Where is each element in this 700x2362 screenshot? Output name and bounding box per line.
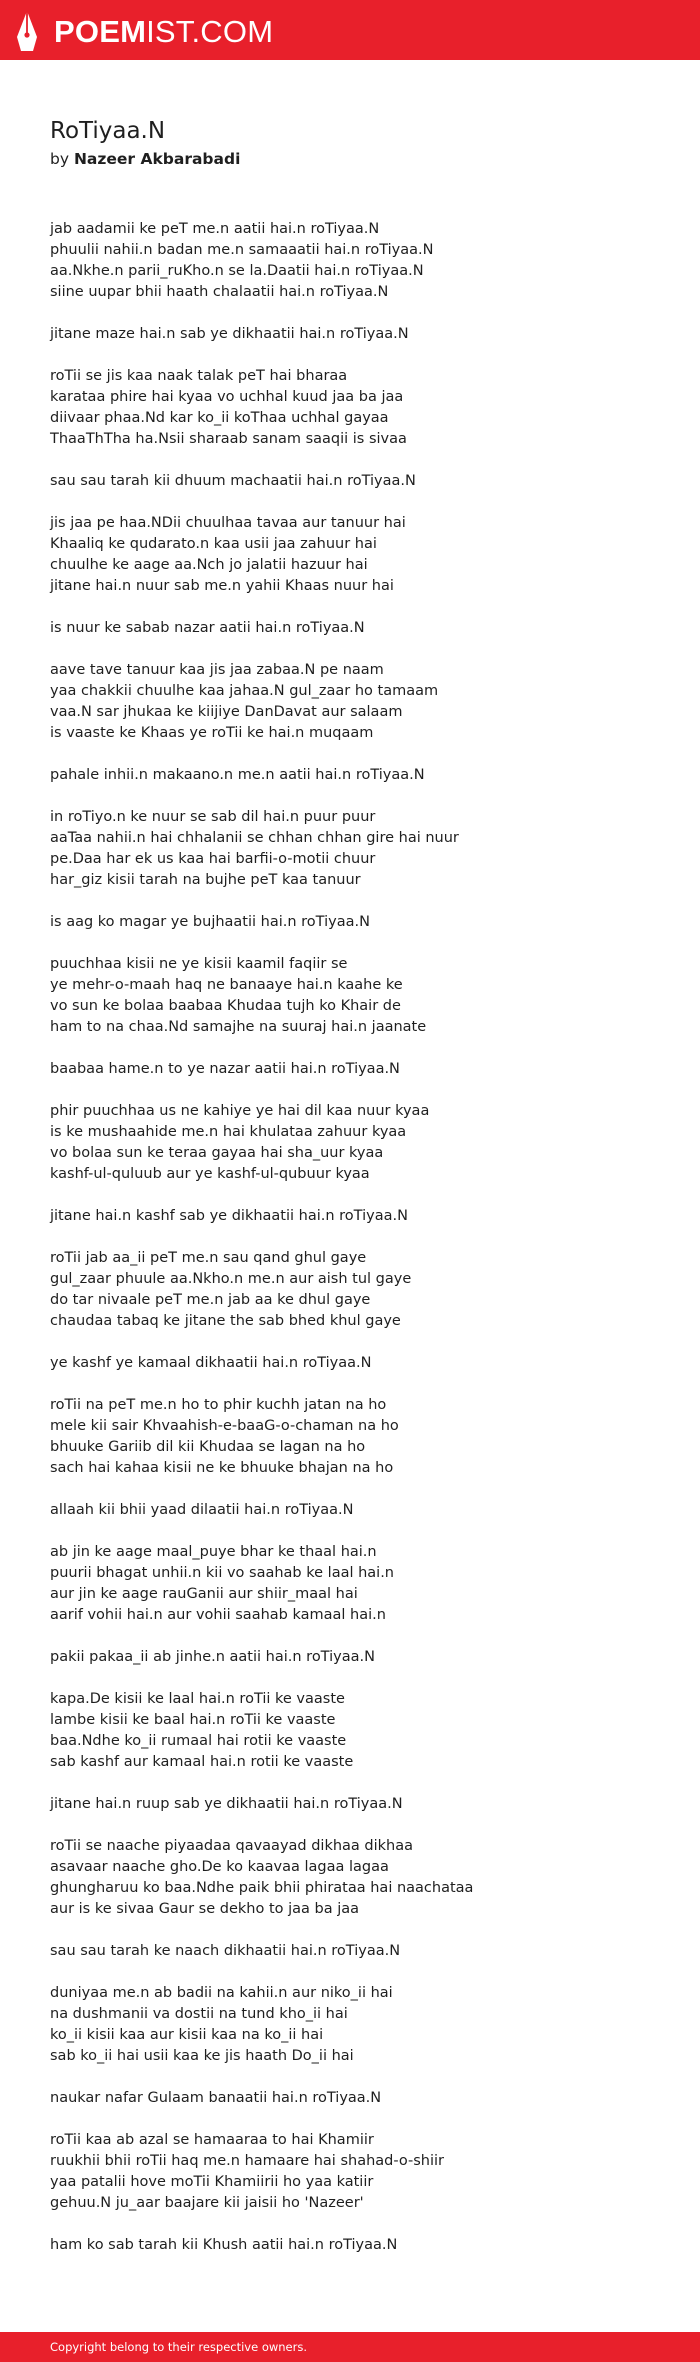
poem-line: aur jin ke aage rauGanii aur shiir_maal hai — [50, 1586, 358, 1602]
poem-line: kashf-ul-quluub aur ye kashf-ul-qubuur kyaa — [50, 1166, 370, 1182]
poem-line: phir puuchhaa us ne kahiye ye hai dil kaa nuur kyaa — [50, 1103, 430, 1119]
poem-line: mele kii sair Khvaahish-e-baaG-o-chaman na ho — [50, 1418, 399, 1434]
poem-stanza — [50, 2130, 650, 2214]
poem-stanza — [50, 660, 650, 744]
poem-line: diivaar phaa.Nd kar ko_ii koThaa uchhal gayaa — [50, 410, 389, 426]
poem-line: is ke mushaahide me.n hai khulataa zahuur kyaa — [50, 1124, 407, 1140]
author-name[interactable]: Nazeer Akbarabadi — [73, 150, 241, 168]
poem-line: Khaaliq ke qudarato.n kaa usii jaa zahuur hai — [50, 536, 377, 552]
site-footer — [0, 2332, 700, 2362]
poem-stanza — [50, 1206, 650, 1227]
poem-line: pe.Daa har ek us kaa hai barfii-o-motii chuur — [50, 851, 376, 867]
poem-stanza — [50, 912, 650, 933]
poem-line: chuulhe ke aage aa.Nch jo jalatii hazuur hai — [50, 557, 368, 573]
poem-line: jitane hai.n kashf sab ye dikhaatii hai.n roTiyaa.N — [50, 1208, 408, 1224]
poem-stanza — [50, 1647, 650, 1668]
poem-line: sau sau tarah kii dhuum machaatii hai.n roTiyaa.N — [50, 473, 416, 489]
poem-stanza — [50, 219, 650, 303]
poem-line: ham to na chaa.Nd samajhe na suuraj hai.n jaanate — [50, 1019, 427, 1035]
poem-line: is vaaste ke Khaas ye roTii ke hai.n muqaam — [50, 725, 374, 741]
poem-line: ab jin ke aage maal_puye bhar ke thaal hai.n — [50, 1544, 377, 1560]
poem-line: jab aadamii ke peT me.n aatii hai.n roTiyaa.N — [50, 221, 380, 237]
poem-line: ham ko sab tarah kii Khush aatii hai.n roTiyaa.N — [50, 2237, 398, 2253]
pen-nib-icon — [16, 10, 38, 52]
poem-line: puuchhaa kisii ne ye kisii kaamil faqiir se — [50, 956, 348, 972]
logo-wordmark — [54, 13, 274, 49]
poem-line: jitane hai.n nuur sab me.n yahii Khaas nuur hai — [50, 578, 394, 594]
byline — [50, 149, 240, 169]
copyright-notice: Copyright belong to their respective owners. — [50, 2340, 308, 2354]
poem-line: baabaa hame.n to ye nazar aatii hai.n roTiyaa.N — [50, 1061, 400, 1077]
poem-line: jitane maze hai.n sab ye dikhaatii hai.n roTiyaa.N — [50, 326, 409, 342]
poem-stanza — [50, 1248, 650, 1332]
poem-line: is nuur ke sabab nazar aatii hai.n roTiyaa.N — [50, 620, 365, 636]
poem-stanza — [50, 1395, 650, 1479]
poem-stanza — [50, 513, 650, 597]
poem-line: na dushmanii va dostii na tund kho_ii hai — [50, 2006, 348, 2022]
poem-line: sab ko_ii hai usii kaa ke jis haath Do_ii hai — [50, 2048, 354, 2064]
poem-line: allaah kii bhii yaad dilaatii hai.n roTiyaa.N — [50, 1502, 354, 1518]
poem-line: do tar nivaale peT me.n jab aa ke dhul gaye — [50, 1292, 371, 1308]
site-header — [0, 0, 700, 60]
poem-stanza — [50, 1500, 650, 1521]
by-label: by — [50, 150, 70, 168]
poem-stanza — [50, 1059, 650, 1080]
poem-line: lambe kisii ke baal hai.n roTii ke vaaste — [50, 1712, 336, 1728]
poem-line: karataa phire hai kyaa vo uchhal kuud jaa ba jaa — [50, 389, 404, 405]
poem-line: ye mehr-o-maah haq ne banaaye hai.n kaahe ke — [50, 977, 403, 993]
poem-line: pakii pakaa_ii ab jinhe.n aatii hai.n roTiyaa.N — [50, 1649, 375, 1665]
poem-line: ruukhii bhii roTii haq me.n hamaare hai shahad-o-shiir — [50, 2153, 444, 2169]
poem-line: in roTiyo.n ke nuur se sab dil hai.n puur puur — [50, 809, 376, 825]
poem-line: jis jaa pe haa.NDii chuulhaa tavaa aur tanuur hai — [50, 515, 406, 531]
poem-stanza — [50, 1101, 650, 1185]
poem-line: asavaar naache gho.De ko kaavaa lagaa lagaa — [50, 1859, 389, 1875]
poem-line: yaa patalii hove moTii Khamiirii ho yaa katiir — [50, 2174, 374, 2190]
poem-line: bhuuke Gariib dil kii Khudaa se lagan na ho — [50, 1439, 366, 1455]
poem-line: puurii bhagat unhii.n kii vo saahab ke laal hai.n — [50, 1565, 394, 1581]
poem-line: jitane hai.n ruup sab ye dikhaatii hai.n roTiyaa.N — [50, 1796, 403, 1812]
poem-line: sau sau tarah ke naach dikhaatii hai.n roTiyaa.N — [50, 1943, 401, 1959]
poem-line: har_giz kisii tarah na bujhe peT kaa tanuur — [50, 872, 361, 888]
poem-stanza — [50, 1689, 650, 1773]
poem-stanza — [50, 765, 650, 786]
poem-line: baa.Ndhe ko_ii rumaal hai rotii ke vaaste — [50, 1733, 347, 1749]
poem-line: ye kashf ye kamaal dikhaatii hai.n roTiyaa.N — [50, 1355, 372, 1371]
poem-line: aave tave tanuur kaa jis jaa zabaa.N pe naam — [50, 662, 384, 678]
poem-stanza — [50, 1542, 650, 1626]
poem-stanza — [50, 1836, 650, 1920]
poem-line: vaa.N sar jhukaa ke kiijiye DanDavat aur salaam — [50, 704, 403, 720]
poem-stanza — [50, 324, 650, 345]
poem-line: vo bolaa sun ke teraa gayaa hai sha_uur kyaa — [50, 1145, 384, 1161]
logo-text-strong: POEM — [54, 13, 147, 49]
poem-line: gehuu.N ju_aar baajare kii jaisii ho 'Nazeer' — [50, 2195, 364, 2211]
poem-line: kapa.De kisii ke laal hai.n roTii ke vaaste — [50, 1691, 345, 1707]
poem-stanza — [50, 1983, 650, 2067]
poem-stanza — [50, 1794, 650, 1815]
poem-line: is aag ko magar ye bujhaatii hai.n roTiyaa.N — [50, 914, 370, 930]
poem-line: roTii kaa ab azal se hamaaraa to hai Khamiir — [50, 2132, 374, 2148]
poem-line: naukar nafar Gulaam banaatii hai.n roTiyaa.N — [50, 2090, 382, 2106]
poem-line: phuulii nahii.n badan me.n samaaatii hai.n roTiyaa.N — [50, 242, 434, 258]
poem-line: ghungharuu ko baa.Ndhe paik bhii phirataa hai naachataa — [50, 1880, 474, 1896]
poem-line: sach hai kahaa kisii ne ke bhuuke bhajan na ho — [50, 1460, 394, 1476]
poem-line: pahale inhii.n makaano.n me.n aatii hai.n roTiyaa.N — [50, 767, 425, 783]
poem-line: ko_ii kisii kaa aur kisii kaa na ko_ii hai — [50, 2027, 324, 2043]
poem-stanza — [50, 366, 650, 450]
poem-body — [50, 219, 650, 2277]
poem-line: roTii jab aa_ii peT me.n sau qand ghul gaye — [50, 1250, 367, 1266]
logo-text-light: IST.COM — [146, 13, 274, 49]
poem-line: ThaaThTha ha.Nsii sharaab sanam saaqii is sivaa — [50, 431, 407, 447]
poem-line: aur is ke sivaa Gaur se dekho to jaa ba jaa — [50, 1901, 360, 1917]
poem-stanza — [50, 618, 650, 639]
poem-line: chaudaa tabaq ke jitane the sab bhed khul gaye — [50, 1313, 401, 1329]
poem-stanza — [50, 2088, 650, 2109]
site-logo[interactable] — [16, 9, 273, 53]
poem-line: vo sun ke bolaa baabaa Khudaa tujh ko Khair de — [50, 998, 401, 1014]
poem-line: aarif vohii hai.n aur vohii saahab kamaal hai.n — [50, 1607, 386, 1623]
poem-stanza — [50, 2235, 650, 2256]
poem-line: roTii se naache piyaadaa qavaayad dikhaa dikhaa — [50, 1838, 414, 1854]
poem-line: roTii na peT me.n ho to phir kuchh jatan na ho — [50, 1397, 387, 1413]
poem-line: yaa chakkii chuulhe kaa jahaa.N gul_zaar ho tamaam — [50, 683, 439, 699]
poem-line: sab kashf aur kamaal hai.n rotii ke vaaste — [50, 1754, 354, 1770]
poem-title: RoTiyaa.N — [50, 118, 166, 144]
poem-stanza — [50, 1941, 650, 1962]
poem-stanza — [50, 471, 650, 492]
poem-line: roTii se jis kaa naak talak peT hai bharaa — [50, 368, 348, 384]
poem-line: aaTaa nahii.n hai chhalanii se chhan chhan gire hai nuur — [50, 830, 459, 846]
poem-line: gul_zaar phuule aa.Nkho.n me.n aur aish tul gaye — [50, 1271, 412, 1287]
poem-stanza — [50, 954, 650, 1038]
poem-line: duniyaa me.n ab badii na kahii.n aur niko_ii hai — [50, 1985, 393, 2001]
poem-stanza — [50, 807, 650, 891]
poem-stanza — [50, 1353, 650, 1374]
poem-line: aa.Nkhe.n parii_ruKho.n se la.Daatii hai.n roTiyaa.N — [50, 263, 424, 279]
poem-line: siine uupar bhii haath chalaatii hai.n roTiyaa.N — [50, 284, 389, 300]
